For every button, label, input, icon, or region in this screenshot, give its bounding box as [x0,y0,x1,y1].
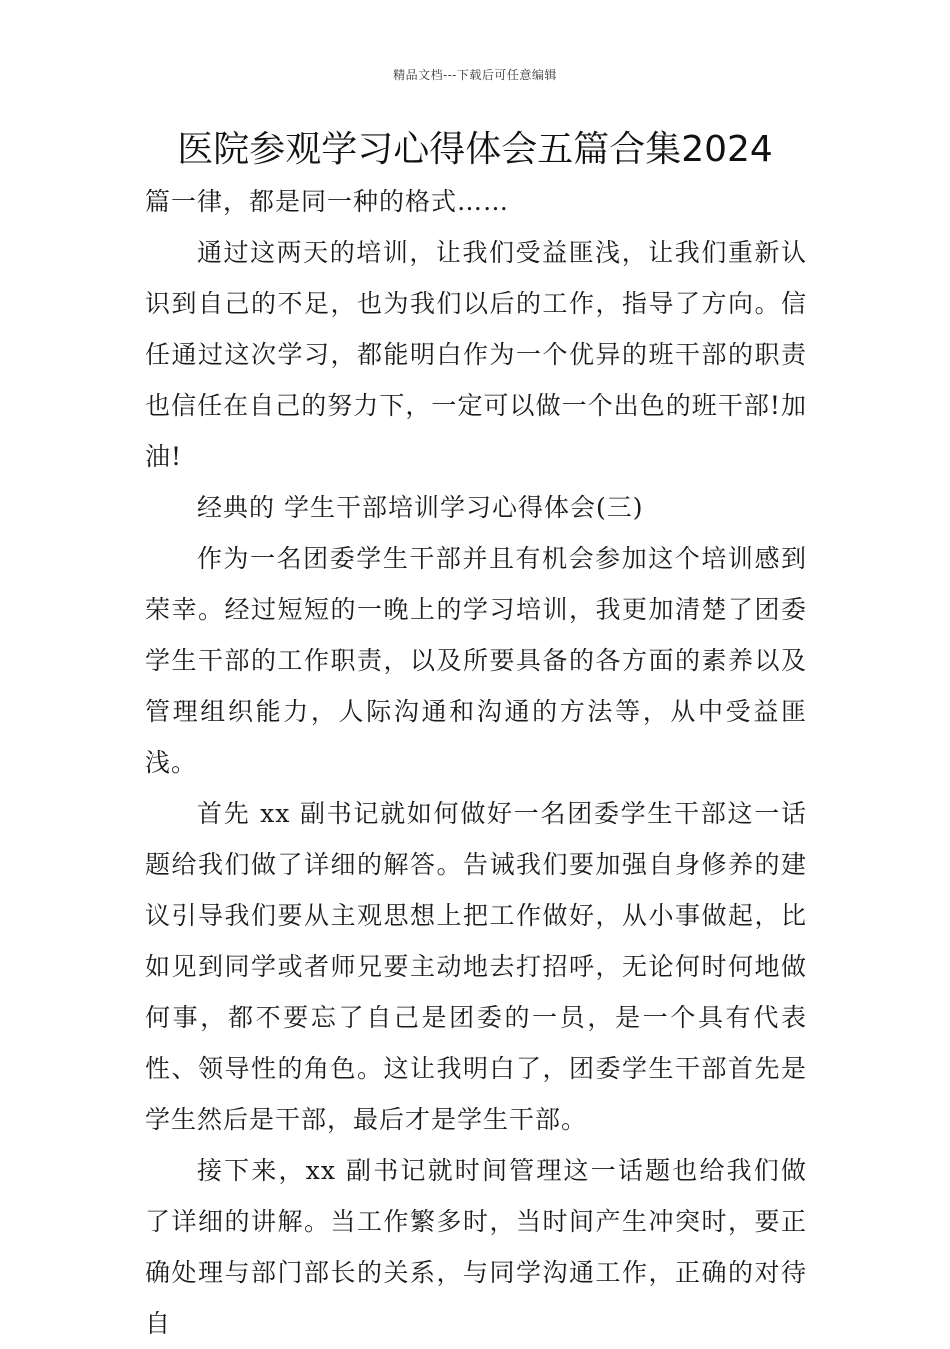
paragraph-intro-fragment: 篇一律，都是同一种的格式…… [145,187,510,216]
paragraph-time-management: 接下来，xx 副书记就时间管理这一话题也给我们做了详细的讲解。当工作繁多时，当时间产生冲突时，要正确处理与部门部长的关系，与同学沟通工作，正确的对待自 [145,1156,807,1338]
paragraph-training-reflection: 通过这两天的培训，让我们受益匪浅，让我们重新认识到自己的不足，也为我们以后的工作，指导了方向。信任通过这次学习，都能明白作为一个优异的班干部的职责也信任在自己的努力下，一定可以做一个出色的班干部!加油! [145,238,807,471]
document-title: 医院参观学习心得体会五篇合集2024 [177,129,773,170]
section-heading: 经典的 学生干部培训学习心得体会(三) [197,493,644,522]
paragraph-honor: 作为一名团委学生干部并且有机会参加这个培训感到荣幸。经过短短的一晚上的学习培训，我更加清楚了团委学生干部的工作职责，以及所要具备的各方面的素养以及管理组织能力，人际沟通和沟通的方法等，从中受益匪浅。 [145,544,807,777]
document-body [145,176,807,1349]
page-header-note: 精品文档---下载后可任意编辑 [393,68,557,82]
paragraph-first-topic: 首先 xx 副书记就如何做好一名团委学生干部这一话题给我们做了详细的解答。告诫我们要加强自身修养的建议引导我们要从主观思想上把工作做好，从小事做起，比如见到同学或者师兄要主动地去打招呼，无论何时何地做何事，都不要忘了自己是团委的一员，是一个具有代表性、领导性的角色。这让我明白了，团委学生干部首先是学生然后是干部，最后才是学生干部。 [145,799,807,1134]
